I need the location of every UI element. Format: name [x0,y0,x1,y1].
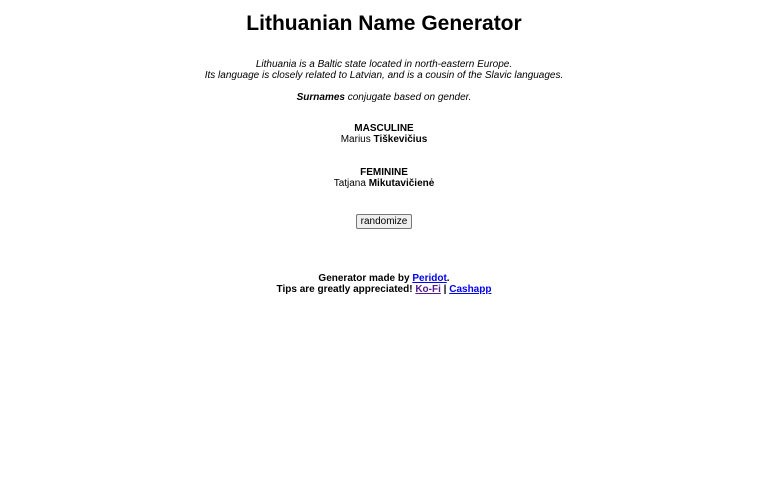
credit-line [0,273,768,284]
masculine-block [0,123,768,145]
page-title: Lithuanian Name Generator [246,12,522,35]
credit-prefix: Generator made by [318,273,413,284]
credit-suffix: . [446,273,450,284]
feminine-first-name: Tatjana [333,178,366,189]
footer [0,273,768,295]
intro-line-2: Its language is closely related to Latvian, and is a cousin of the Slavic languages. [204,70,564,81]
link-separator: | [440,284,450,295]
tips-line [0,284,768,295]
feminine-surname: Mikutavičienė [368,178,435,189]
cashapp-link[interactable]: Cashapp [449,284,492,295]
feminine-name [0,178,768,189]
kofi-link[interactable]: Ko-Fi [415,284,441,295]
intro-text [0,59,768,81]
masculine-heading: MASCULINE [354,123,414,134]
surnames-label: Surnames [296,92,345,103]
feminine-block [0,167,768,189]
masculine-surname: Tiškevičius [373,134,428,145]
tips-prefix: Tips are greatly appreciated! [276,284,416,295]
surnames-note [0,92,768,103]
surnames-note-text: conjugate based on gender. [344,92,472,103]
randomize-container [0,211,768,229]
masculine-name [0,134,768,145]
masculine-first-name: Marius [340,134,371,145]
author-link[interactable]: Peridot [412,273,447,284]
intro-line-1: Lithuania is a Baltic state located in north-eastern Europe. [255,59,513,70]
feminine-heading: FEMININE [360,167,408,178]
randomize-button[interactable]: randomize [356,214,413,229]
